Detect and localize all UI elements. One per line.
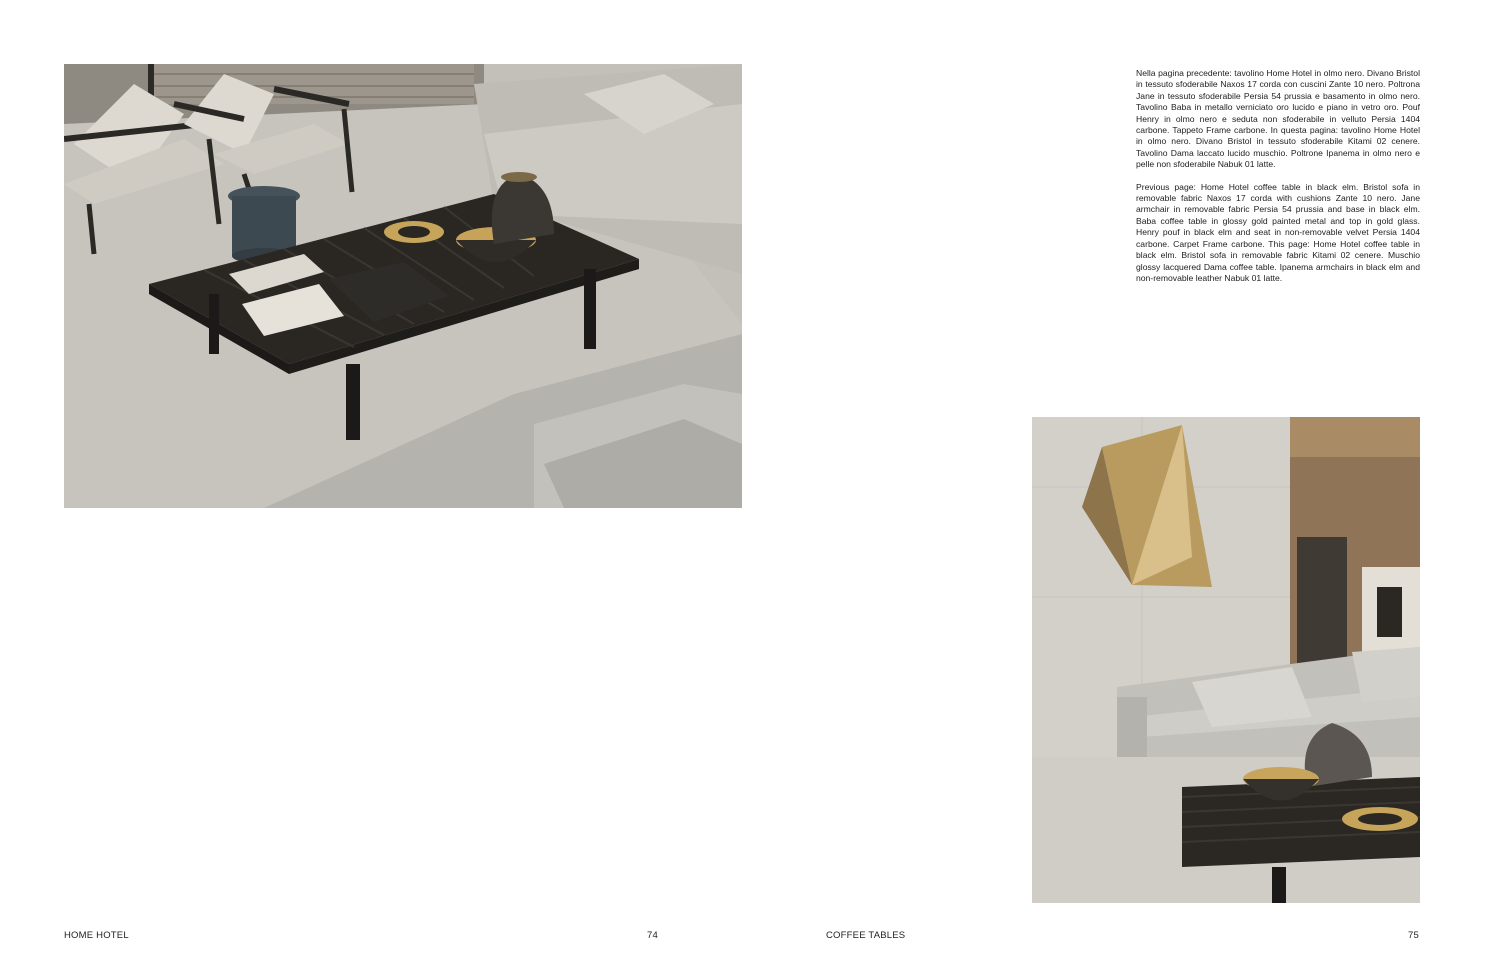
living-room-photo — [64, 64, 742, 508]
caption-italian: Nella pagina precedente: tavolino Home Hotel in olmo nero. Divano Bristol in tessuto sfoderabile Naxos 17 corda con cuscini Zante 10 nero. Poltrona Jane in tessuto sfoderabile Persia 54 prussia e basamento in olmo nero. Tavolino Baba in metallo verniciato oro lucido e piano in vetro oro. Pouf Henry in olmo nero e seduta non sfoderabile in velluto Persia 1404 carbone. Tappeto Frame carbone. In questa pagina: tavolino Home Hotel in olmo nero. Divano Bristol in tessuto sfoderabile Kitami 02 cenere. Tavolino Dama laccato lucido muschio. Poltrone Ipanema in olmo nero e pelle non sfoderabile Nabuk 01 latte. — [1136, 68, 1420, 170]
sofa-detail-photo — [1032, 417, 1420, 903]
photo-caption — [1136, 68, 1420, 295]
caption-english: Previous page: Home Hotel coffee table in black elm. Bristol sofa in removable fabric Naxos 17 corda with cushions Zante 10 nero. Jane armchair in removable fabric Persia 54 prussia and base in black elm. Baba coffee table in glossy gold painted metal and top in gold glass. Henry pouf in black elm and seat in non-removable velvet Persia 1404 carbone. Carpet Frame carbone. This page: Home Hotel coffee table in black elm. Bristol sofa in removable fabric Kitami 02 cenere. Muschio glossy lacquered Dama coffee table. Ipanema armchairs in black elm and non-removable leather Nabuk 01 latte. — [1136, 181, 1420, 283]
section-title-right: COFFEE TABLES — [826, 930, 906, 941]
section-title-left: HOME HOTEL — [64, 930, 129, 941]
page-number-right: 75 — [1408, 930, 1419, 941]
page-number-left: 74 — [647, 930, 658, 941]
